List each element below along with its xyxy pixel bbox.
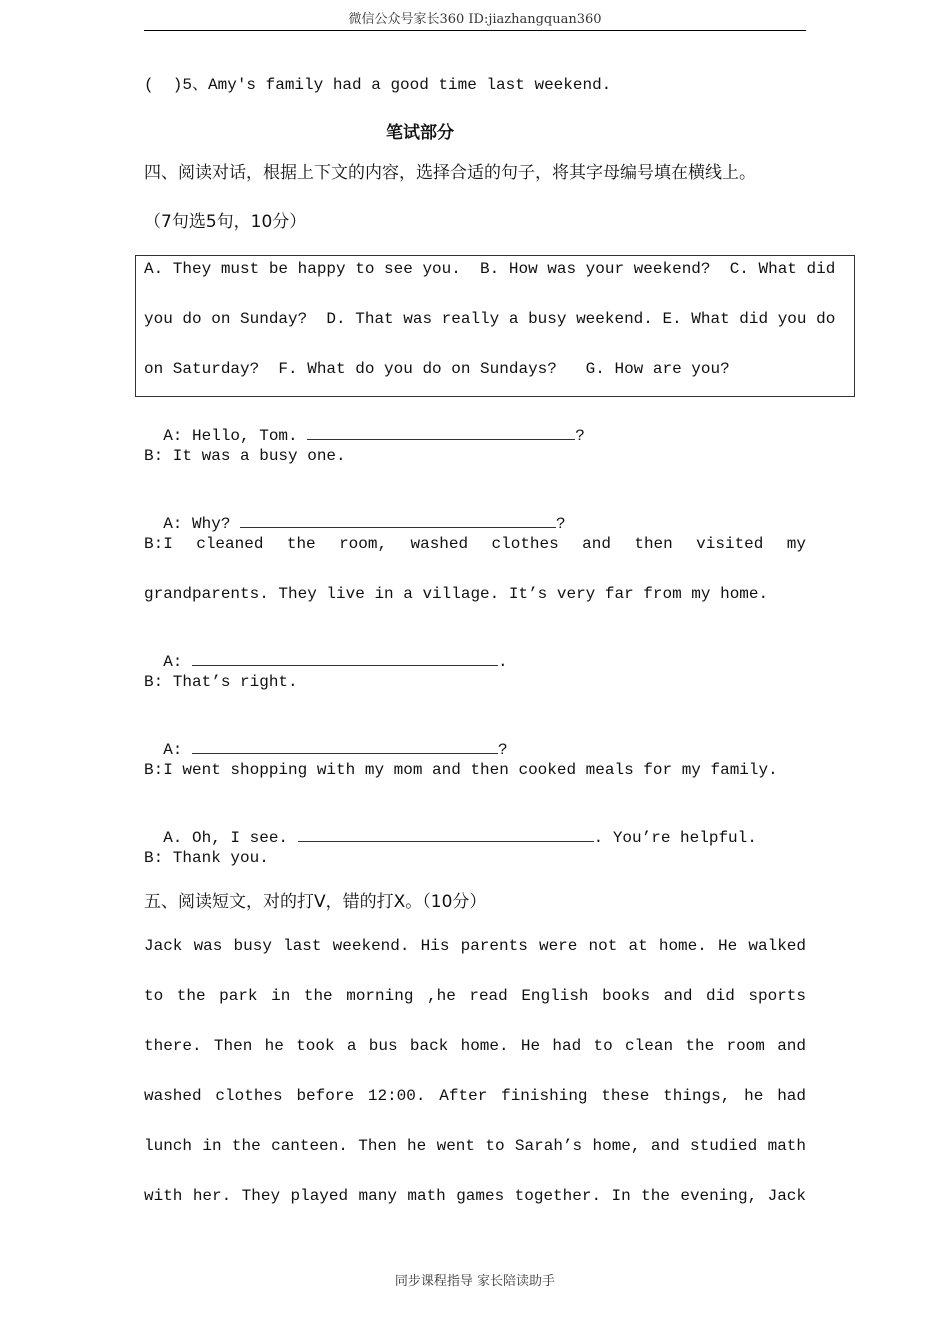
dialogue-text: A: Why? bbox=[163, 515, 241, 533]
options-box bbox=[135, 255, 855, 397]
dialogue-line-5: grandparents. They live in a village. It’s very far from my home. bbox=[144, 585, 769, 603]
dialogue-line-8 bbox=[144, 715, 508, 761]
page-footer: 同步课程指导 家长陪读助手 bbox=[394, 1274, 556, 1289]
dialogue-line-4: B:I cleaned the room, washed clothes and then visited my bbox=[144, 535, 806, 553]
options-line: on Saturday? F. What do you do on Sundays? G. How are you? bbox=[144, 360, 730, 378]
answer-blank-4[interactable] bbox=[192, 737, 498, 754]
answer-blank-5[interactable] bbox=[298, 825, 594, 842]
passage-line: to the park in the morning ,he read English books and did sports bbox=[144, 987, 806, 1005]
part4-points: （7句选5句，10分） bbox=[144, 212, 307, 232]
part4-instruction: 四、阅读对话，根据上下文的内容，选择合适的句子，将其字母编号填在横线上。 bbox=[144, 163, 756, 183]
dialogue-text: A. Oh, I see. bbox=[163, 829, 298, 847]
options-line: you do on Sunday? D. That was really a busy weekend. E. What did you do bbox=[144, 310, 836, 328]
passage-line: lunch in the canteen. Then he went to Sarah’s home, and studied math bbox=[144, 1137, 806, 1155]
dialogue-text: A: bbox=[163, 653, 193, 671]
dialogue-line-6 bbox=[144, 627, 508, 673]
dialogue-text: ? bbox=[498, 741, 508, 759]
passage-line: Jack was busy last weekend. His parents were not at home. He walked bbox=[144, 937, 806, 955]
passage-line: washed clothes before 12:00. After finishing these things, he had bbox=[144, 1087, 806, 1105]
answer-blank-2[interactable] bbox=[240, 511, 556, 528]
answer-blank-1[interactable] bbox=[307, 423, 575, 440]
passage-line: with her. They played many math games together. In the evening, Jack bbox=[144, 1187, 806, 1205]
dialogue-line-10 bbox=[144, 803, 757, 849]
dialogue-text: . You’re helpful. bbox=[593, 829, 757, 847]
part5-instruction: 五、阅读短文，对的打V，错的打X。（10分） bbox=[144, 892, 487, 912]
dialogue-text: . bbox=[498, 653, 508, 671]
dialogue-line-2: B: It was a busy one. bbox=[144, 447, 346, 465]
dialogue-text: ? bbox=[556, 515, 566, 533]
options-line: A. They must be happy to see you. B. How was your weekend? C. What did bbox=[144, 260, 836, 278]
question-5: ( )5、Amy's family had a good time last weekend. bbox=[144, 76, 612, 94]
dialogue-line-11: B: Thank you. bbox=[144, 849, 269, 867]
dialogue-text: A: Hello, Tom. bbox=[163, 427, 308, 445]
answer-blank-3[interactable] bbox=[192, 649, 498, 666]
dialogue-line-9: B:I went shopping with my mom and then cooked meals for my family. bbox=[144, 761, 778, 779]
page-header: 微信公众号家长360 ID:jiazhangquan360 bbox=[144, 10, 806, 31]
dialogue-line-3 bbox=[144, 489, 566, 535]
dialogue-line-7: B: That’s right. bbox=[144, 673, 298, 691]
section-title: 笔试部分 bbox=[386, 123, 454, 143]
dialogue-text: ? bbox=[575, 427, 585, 445]
dialogue-text: A: bbox=[163, 741, 193, 759]
dialogue-line-1 bbox=[144, 401, 585, 447]
passage-line: there. Then he took a bus back home. He had to clean the room and bbox=[144, 1037, 806, 1055]
